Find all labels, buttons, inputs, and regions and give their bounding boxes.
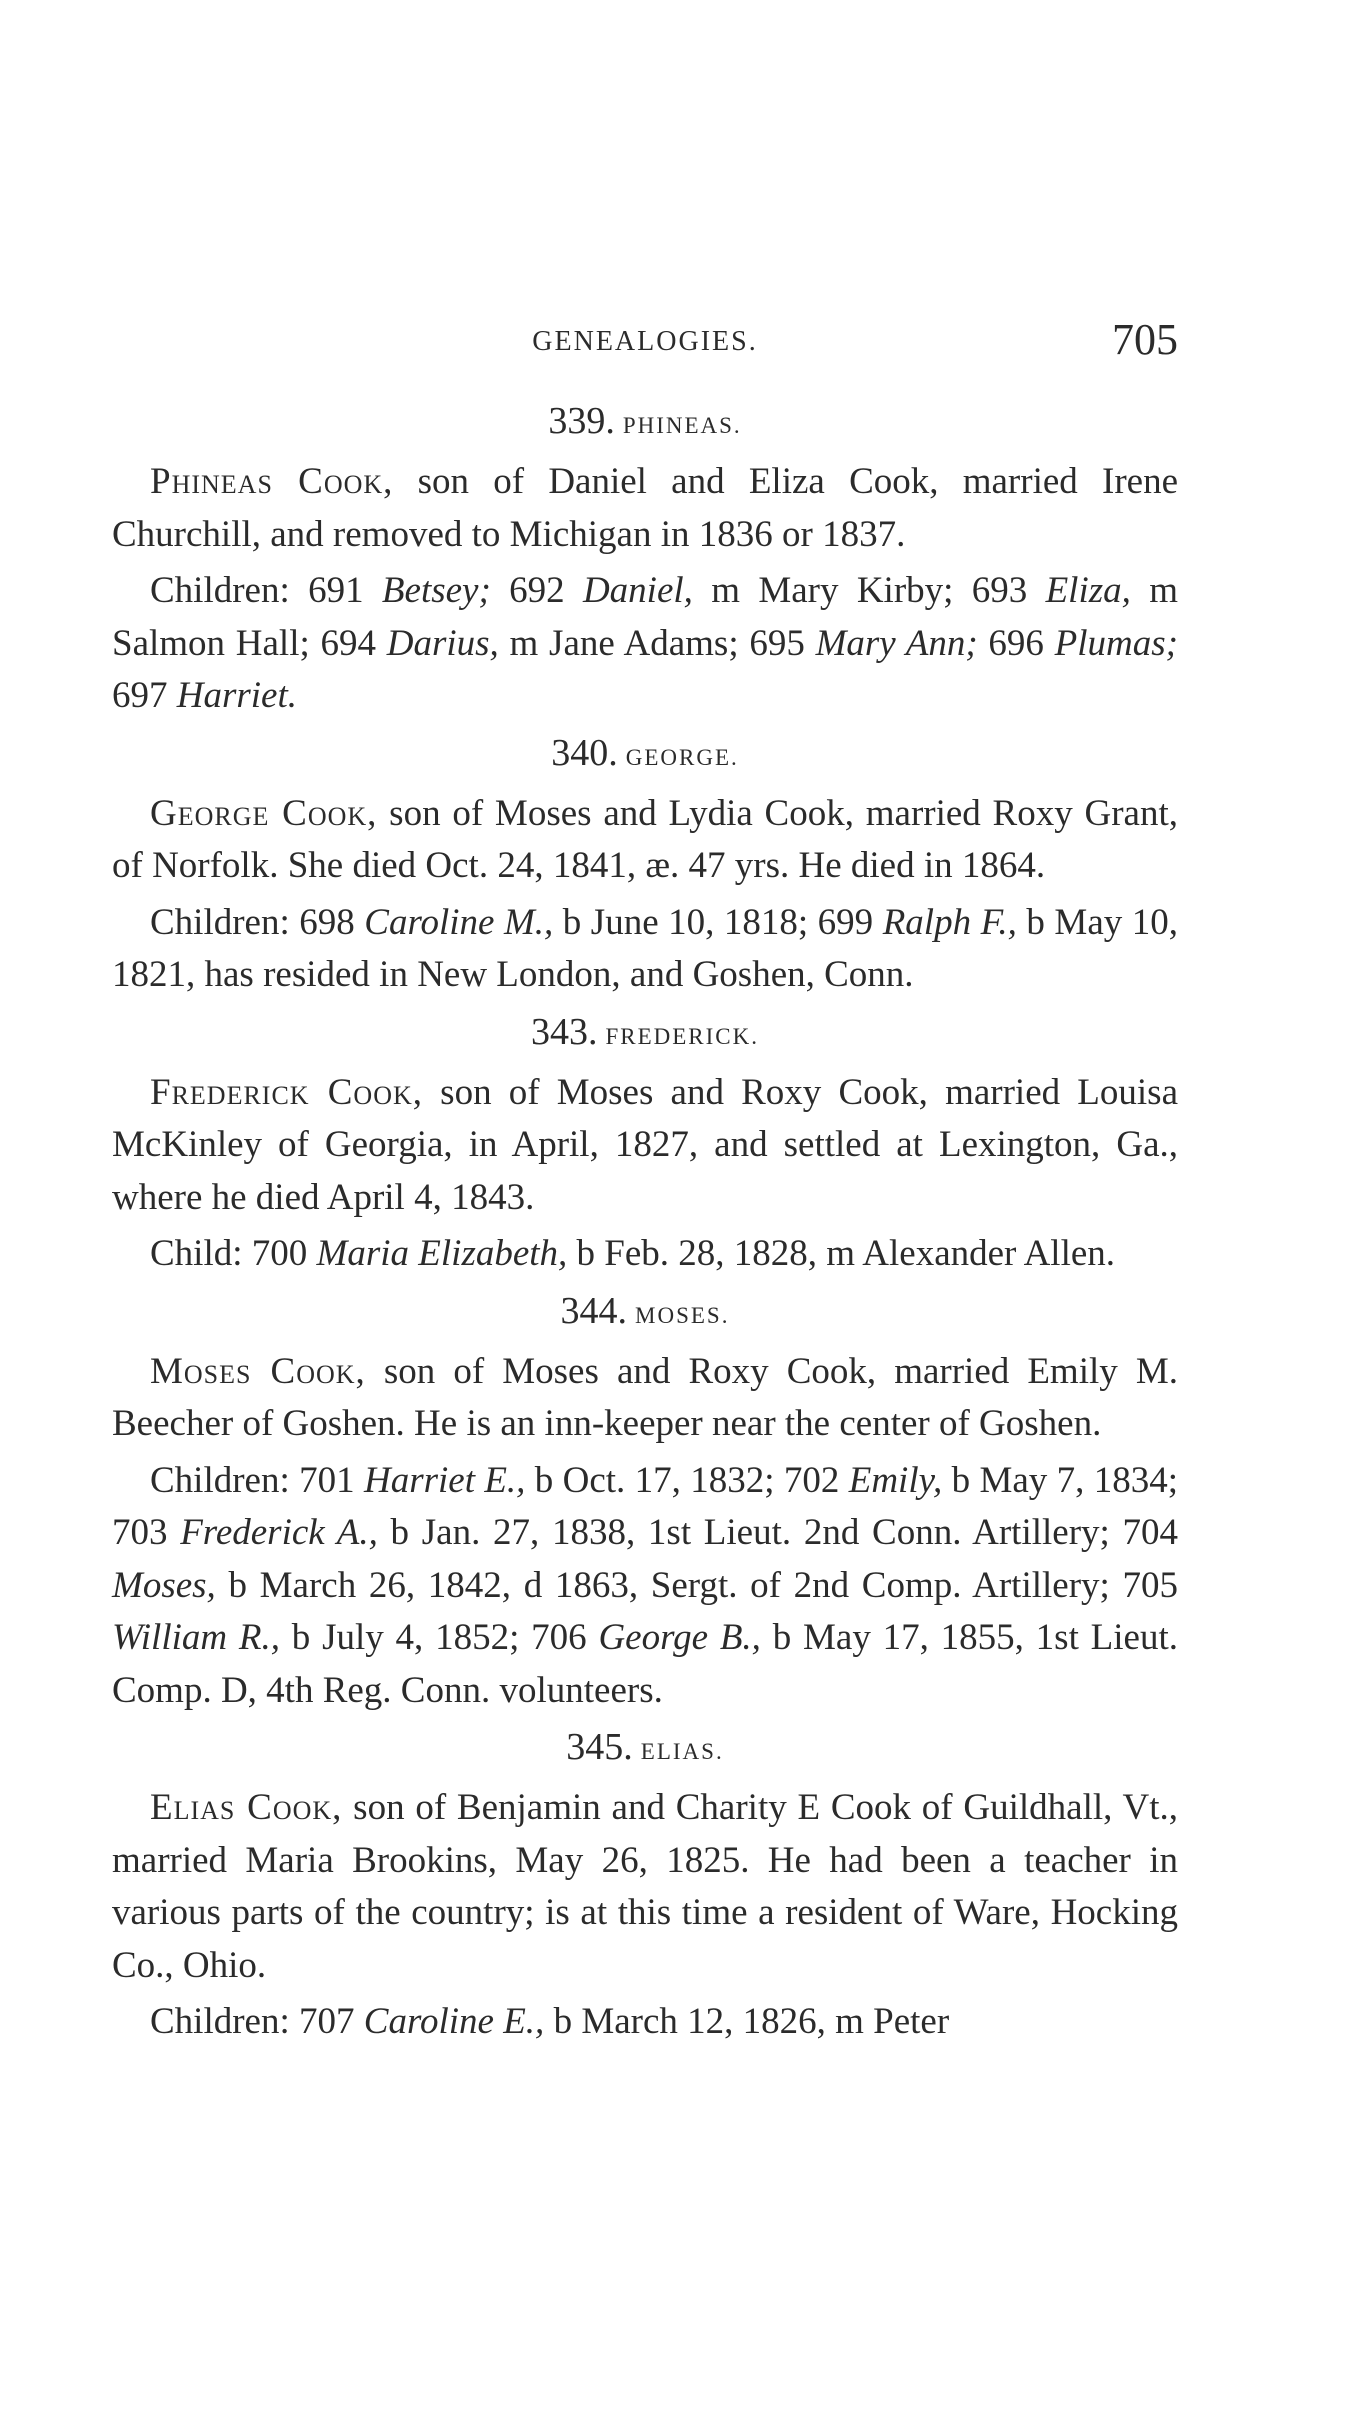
section-number: 345.	[566, 1726, 633, 1768]
child-name: Harriet E.,	[363, 1459, 526, 1501]
text-run: Children: 691	[150, 570, 382, 611]
person-name: Elias Cook,	[150, 1787, 343, 1828]
section-name: PHINEAS.	[622, 413, 742, 438]
text-run: b March 12, 1826, m Peter	[544, 2001, 950, 2042]
text-run: b May 10, 1821, has resided in New London, and Goshen, Conn.	[112, 901, 1178, 995]
section-name: ELIAS.	[640, 1739, 724, 1764]
genealogy-paragraph	[112, 565, 1178, 723]
text-run: b Feb. 28, 1828, m Alexander Allen.	[567, 1233, 1116, 1274]
child-name: Harriet.	[176, 675, 297, 716]
child-name: George B.,	[598, 1617, 761, 1658]
child-name: Caroline M.,	[364, 901, 554, 943]
child-name: Betsey;	[381, 570, 491, 611]
page-number: 705	[1112, 315, 1178, 364]
child-name: Moses,	[112, 1564, 216, 1606]
genealogy-paragraph	[112, 788, 1178, 893]
child-name: William R.,	[112, 1617, 281, 1658]
section-heading	[112, 1006, 1178, 1063]
text-run: 692	[490, 570, 583, 611]
text-run: b June 10, 1818; 699	[553, 901, 883, 943]
text-run: Children: 701	[150, 1459, 364, 1501]
child-name: Daniel,	[582, 570, 693, 611]
text-run: m Salmon Hall; 694	[112, 570, 1178, 664]
genealogy-paragraph	[112, 1996, 1178, 2049]
text-run: Children: 707	[150, 2001, 364, 2042]
section-heading	[112, 395, 1178, 452]
running-head	[112, 314, 1178, 374]
section-number: 340.	[551, 731, 618, 774]
section-name: FREDERICK.	[605, 1023, 760, 1049]
section-number: 344.	[560, 1289, 628, 1332]
section-heading	[112, 1285, 1178, 1342]
text-run: b Oct. 17, 1832; 702	[525, 1459, 849, 1501]
child-name: Plumas;	[1054, 622, 1178, 664]
child-name: Emily,	[848, 1459, 943, 1501]
person-name: Moses Cook,	[150, 1350, 366, 1392]
person-name: Frederick Cook,	[150, 1071, 424, 1113]
text-run: son of Benjamin and Charity E Cook of Guildhall, Vt., married Maria Brookins, May 26, 1825. He had been a teacher in various parts of the country; is at this time a resident of Ware, Hocking Co., Ohio.	[112, 1787, 1178, 1986]
genealogy-paragraph	[112, 897, 1178, 1002]
genealogy-paragraph	[112, 1067, 1178, 1225]
text-run: 697	[112, 675, 177, 716]
child-name: Mary Ann;	[815, 622, 978, 664]
running-head-title: GENEALOGIES.	[532, 326, 758, 357]
text-run: son of Moses and Lydia Cook, married Roxy Grant, of Norfolk. She died Oct. 24, 1841, æ. 47 yrs. He died in 1864.	[112, 792, 1178, 886]
person-name: Phineas Cook,	[150, 461, 394, 502]
child-name: Darius,	[386, 622, 499, 664]
section-heading	[112, 727, 1178, 784]
section-name: GEORGE.	[625, 744, 739, 770]
text-run: m Jane Adams; 695	[498, 622, 816, 664]
text-run: Children: 698	[150, 901, 365, 943]
genealogy-paragraph	[112, 1346, 1178, 1451]
genealogy-text	[112, 395, 1178, 2053]
text-run: b July 4, 1852; 706	[280, 1617, 599, 1658]
text-run: son of Daniel and Eliza Cook, married Irene Churchill, and removed to Michigan in 1836 or 1837.	[112, 461, 1178, 555]
section-heading	[112, 1721, 1178, 1778]
text-run: m Mary Kirby; 693	[692, 570, 1046, 611]
text-run: b May 17, 1855, 1st Lieut. Comp. D, 4th Reg. Conn. volunteers.	[112, 1617, 1178, 1711]
text-run: b Jan. 27, 1838, 1st Lieut. 2nd Conn. Artillery; 704	[377, 1512, 1179, 1553]
person-name: George Cook,	[150, 792, 378, 834]
genealogy-paragraph	[112, 1455, 1178, 1718]
text-run: b May 7, 1834; 703	[112, 1459, 1179, 1553]
child-name: Ralph F.,	[882, 901, 1017, 943]
child-name: Caroline E.,	[363, 2001, 545, 2042]
genealogy-paragraph	[112, 1782, 1178, 1992]
genealogy-paragraph	[112, 456, 1178, 561]
child-name: Maria Elizabeth,	[316, 1233, 568, 1274]
text-run: Child: 700	[150, 1233, 317, 1274]
genealogy-paragraph	[112, 1228, 1178, 1281]
child-name: Eliza,	[1045, 570, 1131, 611]
text-run: b March 26, 1842, d 1863, Sergt. of 2nd Comp. Artillery; 705	[215, 1564, 1178, 1606]
section-number: 339.	[548, 400, 615, 442]
text-run: son of Moses and Roxy Cook, married Louisa McKinley of Georgia, in April, 1827, and settled at Lexington, Ga., where he died April 4, 1843.	[112, 1071, 1178, 1218]
text-run: son of Moses and Roxy Cook, married Emily M. Beecher of Goshen. He is an inn-keeper near the center of Goshen.	[112, 1350, 1178, 1444]
child-name: Frederick A.,	[180, 1512, 378, 1553]
section-number: 343.	[530, 1010, 598, 1053]
section-name: MOSES.	[635, 1302, 730, 1328]
text-run: 696	[977, 622, 1055, 664]
